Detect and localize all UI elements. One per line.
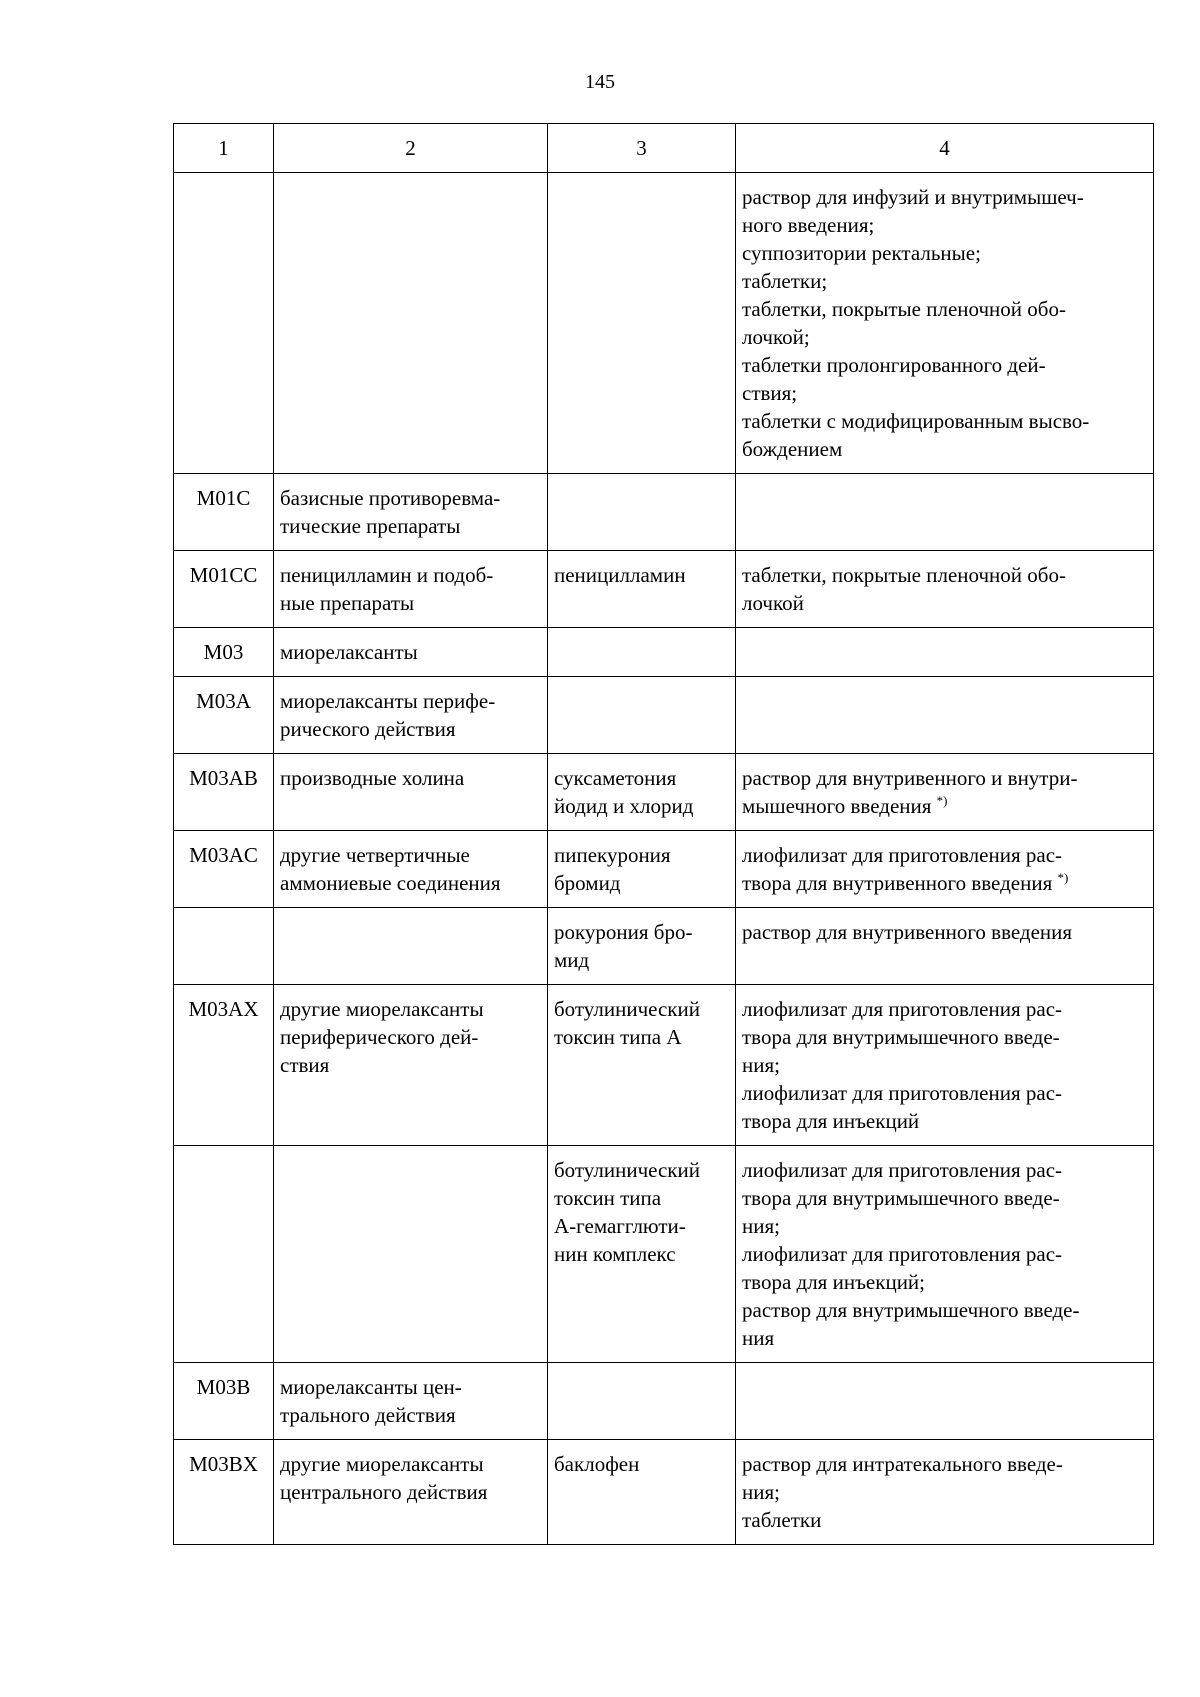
group-name-line: базисные противоревма- <box>280 486 501 510</box>
dosage-forms-cell <box>736 474 1154 551</box>
group-name-cell <box>274 908 548 985</box>
drug-name-line: токсин типа <box>554 1186 662 1210</box>
atc-code-cell: M01C <box>174 474 274 551</box>
drug-name-cell <box>548 551 736 628</box>
dosage-forms-cell <box>736 908 1154 985</box>
dosage-form-line: лиофилизат для приготовления рас- <box>742 843 1063 867</box>
atc-code-cell: M03B <box>174 1363 274 1440</box>
footnote-marker: *) <box>936 793 948 808</box>
header-col-1: 1 <box>174 124 274 173</box>
page-number: 145 <box>585 71 615 93</box>
group-name-cell <box>274 551 548 628</box>
dosage-form-line: лочкой; <box>742 325 810 349</box>
dosage-form-line: лиофилизат для приготовления рас- <box>742 1081 1063 1105</box>
dosage-form-line: ного введения; <box>742 213 875 237</box>
group-name-line: миорелаксанты перифе- <box>280 689 496 713</box>
drug-name-line: пеницилламин <box>554 563 686 587</box>
table-row <box>174 1440 1154 1545</box>
drug-name-cell <box>548 173 736 474</box>
dosage-forms-cell <box>736 628 1154 677</box>
dosage-form-line: твора для инъекций <box>742 1109 920 1133</box>
table-row <box>174 474 1154 551</box>
table-row <box>174 754 1154 831</box>
header-col-3: 3 <box>548 124 736 173</box>
atc-code-cell <box>174 1146 274 1363</box>
drug-name-line: нин комплекс <box>554 1242 676 1266</box>
atc-code-cell: M03 <box>174 628 274 677</box>
dosage-forms-cell <box>736 1146 1154 1363</box>
group-name-line: другие миорелаксанты <box>280 997 484 1021</box>
dosage-forms-cell <box>736 1363 1154 1440</box>
dosage-form-line: лочкой <box>742 591 804 615</box>
group-name-line: ные препараты <box>280 591 415 615</box>
dosage-form-line: лиофилизат для приготовления рас- <box>742 997 1063 1021</box>
dosage-forms-cell <box>736 754 1154 831</box>
group-name-cell <box>274 474 548 551</box>
group-name-line: тические препараты <box>280 514 461 538</box>
dosage-forms-cell <box>736 173 1154 474</box>
dosage-form-line: твора для внутримышечного введе- <box>742 1025 1060 1049</box>
atc-code-cell: M01CC <box>174 551 274 628</box>
dosage-form-line: раствор для инфузий и внутримышеч- <box>742 185 1084 209</box>
group-name-line: центрального действия <box>280 1480 488 1504</box>
group-name-line: другие четвертичные <box>280 843 470 867</box>
drug-name-line: рокурония бро- <box>554 920 693 944</box>
dosage-forms-cell <box>736 831 1154 908</box>
atc-code-cell <box>174 173 274 474</box>
group-name-line: аммониевые соединения <box>280 871 501 895</box>
group-name-line: рического действия <box>280 717 456 741</box>
dosage-form-line: раствор для внутримышечного введе- <box>742 1298 1080 1322</box>
group-name-cell <box>274 985 548 1146</box>
table-row <box>174 677 1154 754</box>
group-name-line: другие миорелаксанты <box>280 1452 484 1476</box>
dosage-form-line: таблетки <box>742 1508 822 1532</box>
drug-name-cell <box>548 908 736 985</box>
table-row <box>174 1363 1154 1440</box>
group-name-line: производные холина <box>280 766 465 790</box>
group-name-line: трального действия <box>280 1403 456 1427</box>
group-name-cell <box>274 754 548 831</box>
dosage-form-line: суппозитории ректальные; <box>742 241 981 265</box>
table-row <box>174 1146 1154 1363</box>
atc-code-cell <box>174 908 274 985</box>
drug-name-cell <box>548 474 736 551</box>
group-name-line: пеницилламин и подоб- <box>280 563 494 587</box>
group-name-cell <box>274 1440 548 1545</box>
dosage-form-line: ствия; <box>742 381 798 405</box>
drug-name-line: А-гемагглюти- <box>554 1214 686 1238</box>
drug-name-line: бромид <box>554 871 621 895</box>
drug-name-cell <box>548 677 736 754</box>
header-col-4: 4 <box>736 124 1154 173</box>
dosage-form-line: таблетки пролонгированного дей- <box>742 353 1046 377</box>
atc-code-cell: M03AX <box>174 985 274 1146</box>
dosage-form-line: таблетки, покрытые пленочной обо- <box>742 297 1066 321</box>
drug-name-line: токсин типа А <box>554 1025 682 1049</box>
atc-code-cell: M03AB <box>174 754 274 831</box>
header-row <box>174 124 1154 173</box>
drug-name-cell <box>548 1363 736 1440</box>
dosage-form-line: мышечного введения <box>742 794 932 818</box>
drug-name-line: мид <box>554 948 590 972</box>
drug-name-cell <box>548 1440 736 1545</box>
table-row <box>174 628 1154 677</box>
dosage-form-line: раствор для внутривенного введения <box>742 920 1073 944</box>
table-row <box>174 908 1154 985</box>
dosage-forms-cell <box>736 985 1154 1146</box>
dosage-forms-cell <box>736 677 1154 754</box>
atc-code-cell: M03A <box>174 677 274 754</box>
drug-name-line: ботулинический <box>554 997 700 1021</box>
drug-name-line: йодид и хлорид <box>554 794 694 818</box>
footnote-marker: *) <box>1057 870 1069 885</box>
group-name-cell <box>274 1363 548 1440</box>
dosage-form-line: ния <box>742 1326 775 1350</box>
dosage-form-line: таблетки, покрытые пленочной обо- <box>742 563 1066 587</box>
table-row <box>174 551 1154 628</box>
dosage-form-line: раствор для внутривенного и внутри- <box>742 766 1078 790</box>
atc-code-cell: M03BX <box>174 1440 274 1545</box>
dosage-form-line: ния; <box>742 1480 780 1504</box>
dosage-form-line: таблетки с модифицированным высво- <box>742 409 1090 433</box>
drug-name-cell <box>548 754 736 831</box>
table-row <box>174 173 1154 474</box>
dosage-form-line-with-note <box>742 792 1147 820</box>
group-name-line: ствия <box>280 1053 330 1077</box>
drug-name-line: пипекурония <box>554 843 671 867</box>
group-name-cell <box>274 1146 548 1363</box>
drug-name-line: ботулинический <box>554 1158 700 1182</box>
dosage-form-line: твора для инъекций; <box>742 1270 926 1294</box>
drug-name-cell <box>548 628 736 677</box>
group-name-cell <box>274 173 548 474</box>
dosage-form-line: таблетки; <box>742 269 828 293</box>
dosage-form-line: лиофилизат для приготовления рас- <box>742 1242 1063 1266</box>
header-col-2: 2 <box>274 124 548 173</box>
table-row <box>174 831 1154 908</box>
drug-name-cell <box>548 1146 736 1363</box>
dosage-form-line: ния; <box>742 1214 780 1238</box>
drug-name-line: суксаметония <box>554 766 677 790</box>
dosage-forms-cell <box>736 551 1154 628</box>
dosage-form-line: ния; <box>742 1053 780 1077</box>
drug-name-cell <box>548 985 736 1146</box>
dosage-form-line: раствор для интратекального введе- <box>742 1452 1063 1476</box>
group-name-cell <box>274 831 548 908</box>
dosage-form-line: бождением <box>742 437 843 461</box>
dosage-forms-cell <box>736 1440 1154 1545</box>
drug-classification-table <box>173 123 1154 1545</box>
dosage-form-line-with-note <box>742 869 1147 897</box>
dosage-form-line: твора для внутривенного введения <box>742 871 1053 895</box>
dosage-form-line: твора для внутримышечного введе- <box>742 1186 1060 1210</box>
dosage-form-line: лиофилизат для приготовления рас- <box>742 1158 1063 1182</box>
atc-code-cell: M03AC <box>174 831 274 908</box>
table-body <box>174 173 1154 1545</box>
drug-name-line: баклофен <box>554 1452 640 1476</box>
group-name-cell <box>274 628 548 677</box>
group-name-cell <box>274 677 548 754</box>
group-name-line: миорелаксанты цен- <box>280 1375 462 1399</box>
table-row <box>174 985 1154 1146</box>
group-name-line: миорелаксанты <box>280 640 418 664</box>
drug-name-cell <box>548 831 736 908</box>
group-name-line: периферического дей- <box>280 1025 479 1049</box>
